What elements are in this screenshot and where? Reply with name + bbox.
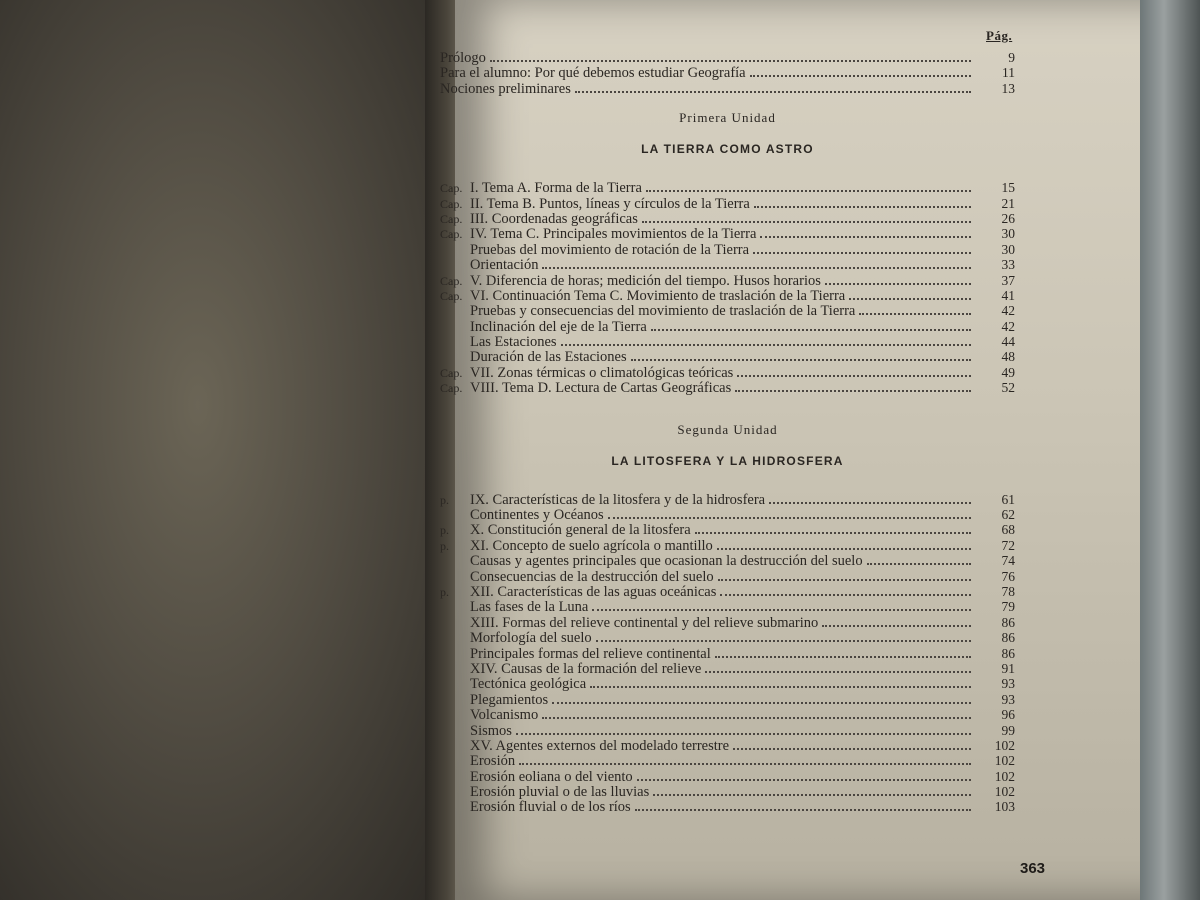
chapter-prefix: p. [440,492,449,507]
leader-dots [590,676,971,688]
toc-entry[interactable] [440,769,1015,784]
chapter-prefix: p. [440,523,449,538]
toc-entry[interactable] [440,784,1015,799]
toc-entry-label: Plegamientos [470,691,549,708]
toc-entry-page: 30 [1001,241,1015,257]
leader-dots [825,273,971,285]
toc-entry-page: 68 [1001,522,1015,538]
unit-heading: Segunda Unidad [677,421,778,437]
toc-entry[interactable] [440,707,1015,722]
toc-entry[interactable] [440,196,1015,211]
toc-entry-page: 15 [1001,180,1015,196]
leader-dots [737,365,971,377]
toc-entry[interactable] [440,738,1015,753]
toc-entry-label: Erosión [470,753,516,770]
toc-entry-label: Causas y agentes principales que ocasionan la destrucción del suelo [470,553,863,570]
toc-entry[interactable] [440,365,1015,380]
section-title: LA LITOSFERA Y LA HIDROSFERA [611,453,844,468]
toc-entry-label: Volcanismo [470,707,539,724]
toc-entry-page: 26 [1001,210,1015,226]
toc-entry[interactable] [440,211,1015,226]
toc-entry-label: Sismos [470,722,512,739]
unit-1-entries [440,180,1015,395]
toc-entry[interactable] [440,380,1015,395]
leader-dots [715,646,971,658]
toc-entry-page: 61 [1001,491,1015,507]
toc-entry-label: Inclinación del eje de la Tierra [470,318,647,335]
toc-entry-page: 13 [1001,80,1015,96]
leader-dots [753,242,971,254]
toc-entry[interactable] [440,599,1015,614]
toc-entry-page: 79 [1001,599,1015,615]
toc-entry-page: 21 [1001,195,1015,211]
page-number: 363 [1020,860,1046,877]
toc-entry-label: Erosión eoliana o del viento [470,768,633,785]
toc-entry-label: Morfología del suelo [470,630,592,647]
leader-dots [867,553,971,565]
toc-entry-label: Erosión fluvial o de los ríos [470,799,631,816]
chapter-prefix: Cap. [440,196,463,211]
toc-entry-label: II. Tema B. Puntos, líneas y círculos de la Tierra [470,195,750,212]
toc-entry-label: Orientación [470,257,539,274]
toc-entry-label: I. Tema A. Forma de la Tierra [470,180,642,197]
leader-dots [646,180,971,192]
toc-entry-label: VI. Continuación Tema C. Movimiento de traslación de la Tierra [470,287,846,304]
toc-entry-label: IV. Tema C. Principales movimientos de la Tierra [470,226,757,243]
toc-entry-page: 9 [1008,50,1015,65]
leader-dots [653,784,971,796]
page-column-label: Pág. [986,28,1013,43]
leader-dots [720,584,971,596]
chapter-prefix: p. [440,584,449,599]
toc-entry-page: 86 [1001,614,1015,630]
toc-entry[interactable] [440,615,1015,630]
leader-dots [561,334,971,346]
toc-entry-page: 102 [994,784,1015,800]
toc-entry-label: VIII. Tema D. Lectura de Cartas Geográficas [470,380,732,397]
leader-dots [596,630,971,642]
toc-entry-label: XIII. Formas del relieve continental y del relieve submarino [470,614,819,631]
toc-entry[interactable] [440,799,1015,814]
toc-entry-label: Consecuencias de la destrucción del suelo [470,568,714,585]
chapter-prefix: Cap. [440,381,463,396]
leader-dots [695,522,971,534]
toc-entry-label: Nociones preliminares [440,80,571,97]
toc-entry[interactable] [440,257,1015,272]
toc-entry[interactable] [440,553,1015,568]
leader-dots [822,615,971,627]
leader-dots [608,507,971,519]
leader-dots [519,753,971,765]
toc-entry[interactable] [440,242,1015,257]
toc-entry-label: IX. Características de la litosfera y de la hidrosfera [470,491,766,508]
toc-entry-page: 103 [994,799,1015,815]
toc-entry[interactable] [440,646,1015,661]
leader-dots [718,569,971,581]
toc-entry-page: 86 [1001,630,1015,646]
toc-entry-page: 78 [1001,583,1015,599]
toc-entry[interactable] [440,65,1015,80]
leader-dots [849,288,971,300]
leader-dots [705,661,971,673]
toc-entry-page: 62 [1001,507,1015,523]
leader-dots [552,692,971,704]
toc-entry[interactable] [440,676,1015,691]
leader-dots [542,257,971,269]
toc-entry-page: 102 [994,768,1015,784]
toc-entry-page: 74 [1001,553,1015,569]
toc-entry-page: 96 [1001,707,1015,723]
toc-entry-page: 52 [1001,380,1015,396]
toc-entry[interactable] [440,319,1015,334]
toc-entry[interactable] [440,273,1015,288]
toc-entry-label: XIV. Causas de la formación del relieve [470,660,702,677]
book-cover-edge [1140,0,1200,900]
toc-entry[interactable] [440,723,1015,738]
toc-entry-page: 37 [1001,272,1015,288]
toc-entry-label: XII. Características de las aguas oceánicas [470,583,717,600]
toc-entry[interactable] [440,50,1015,65]
toc-entry-label: Pruebas y consecuencias del movimiento de traslación de la Tierra [470,303,856,320]
toc-entry[interactable] [440,661,1015,676]
chapter-prefix: Cap. [440,365,463,380]
chapter-prefix: Cap. [440,227,463,242]
toc-entry[interactable] [440,334,1015,349]
toc-entry-page: 44 [1001,334,1015,350]
toc-entry-page: 11 [1002,65,1015,81]
leader-dots [516,723,971,735]
leader-dots [642,211,971,223]
toc-entry-label: X. Constitución general de la litosfera [470,522,691,539]
toc-entry-label: Duración de las Estaciones [470,349,627,366]
toc-entry-label: Continentes y Océanos [470,507,604,524]
left-page [0,0,440,900]
toc-entry[interactable] [440,303,1015,318]
toc-entry-label: VII. Zonas térmicas o climatológicas teóricas [470,364,734,381]
toc-entry[interactable] [440,492,1015,507]
leader-dots [592,599,971,611]
toc-entry-page: 102 [994,753,1015,769]
toc-entry-page: 49 [1001,364,1015,380]
toc-entry[interactable] [440,538,1015,553]
toc-entry-page: 99 [1001,722,1015,738]
toc-entry-label: V. Diferencia de horas; medición del tiempo. Husos horarios [470,272,821,289]
toc-entry[interactable] [440,507,1015,522]
toc-entry-page: 41 [1001,287,1015,303]
toc-entry[interactable] [440,522,1015,537]
toc-entry-page: 93 [1001,691,1015,707]
leader-dots [637,769,971,781]
toc-entry-page: 42 [1001,318,1015,334]
toc-entry-label: Las fases de la Luna [470,599,589,616]
toc-entry-page: 86 [1001,645,1015,661]
unit-2-entries [440,492,1015,815]
chapter-prefix: Cap. [440,273,463,288]
toc-entry[interactable] [440,288,1015,303]
toc-entry-label: Prólogo [440,50,486,66]
leader-dots [859,303,971,315]
toc-entry[interactable] [440,349,1015,364]
toc-entry-label: Las Estaciones [470,334,557,351]
front-matter [440,50,1015,96]
toc-entry[interactable] [440,753,1015,768]
toc-entry-label: Principales formas del relieve continental [470,645,711,662]
chapter-prefix: Cap. [440,211,463,226]
unit-heading: Primera Unidad [679,110,776,126]
toc-entry-label: Erosión pluvial o de las lluvias [470,784,650,801]
leader-dots [542,707,971,719]
toc-entry[interactable] [440,226,1015,241]
toc-entry-page: 91 [1001,660,1015,676]
toc-entry-page: 72 [1001,537,1015,553]
leader-dots [760,226,971,238]
leader-dots [735,380,971,392]
toc-entry-page: 93 [1001,676,1015,692]
leader-dots [490,50,971,62]
toc-entry-label: Pruebas del movimiento de rotación de la Tierra [470,241,750,258]
leader-dots [651,319,971,331]
toc-entry[interactable] [440,584,1015,599]
table-of-contents [440,28,1015,815]
toc-entry-label: Para el alumno: Por qué debemos estudiar Geografía [440,65,746,82]
toc-entry[interactable] [440,692,1015,707]
toc-entry-label: Tectónica geológica [470,676,587,693]
toc-entry-page: 42 [1001,303,1015,319]
chapter-prefix: Cap. [440,181,463,196]
toc-entry[interactable] [440,630,1015,645]
leader-dots [750,65,971,77]
toc-entry-page: 48 [1001,349,1015,365]
chapter-prefix: p. [440,538,449,553]
toc-entry-label: III. Coordenadas geográficas [470,210,638,227]
toc-entry[interactable] [440,180,1015,195]
toc-entry-page: 30 [1001,226,1015,242]
toc-entry-page: 102 [994,737,1015,753]
toc-entry[interactable] [440,81,1015,96]
leader-dots [575,81,971,93]
leader-dots [769,492,971,504]
leader-dots [754,196,971,208]
leader-dots [717,538,971,550]
toc-entry-page: 33 [1001,257,1015,273]
toc-entry-label: XI. Concepto de suelo agrícola o mantillo [470,537,713,554]
toc-entry-page: 76 [1001,568,1015,584]
leader-dots [733,738,971,750]
chapter-prefix: Cap. [440,288,463,303]
toc-entry[interactable] [440,569,1015,584]
leader-dots [635,799,971,811]
toc-entry-label: XV. Agentes externos del modelado terrestre [470,737,730,754]
section-title: LA TIERRA COMO ASTRO [641,142,814,157]
leader-dots [631,349,971,361]
